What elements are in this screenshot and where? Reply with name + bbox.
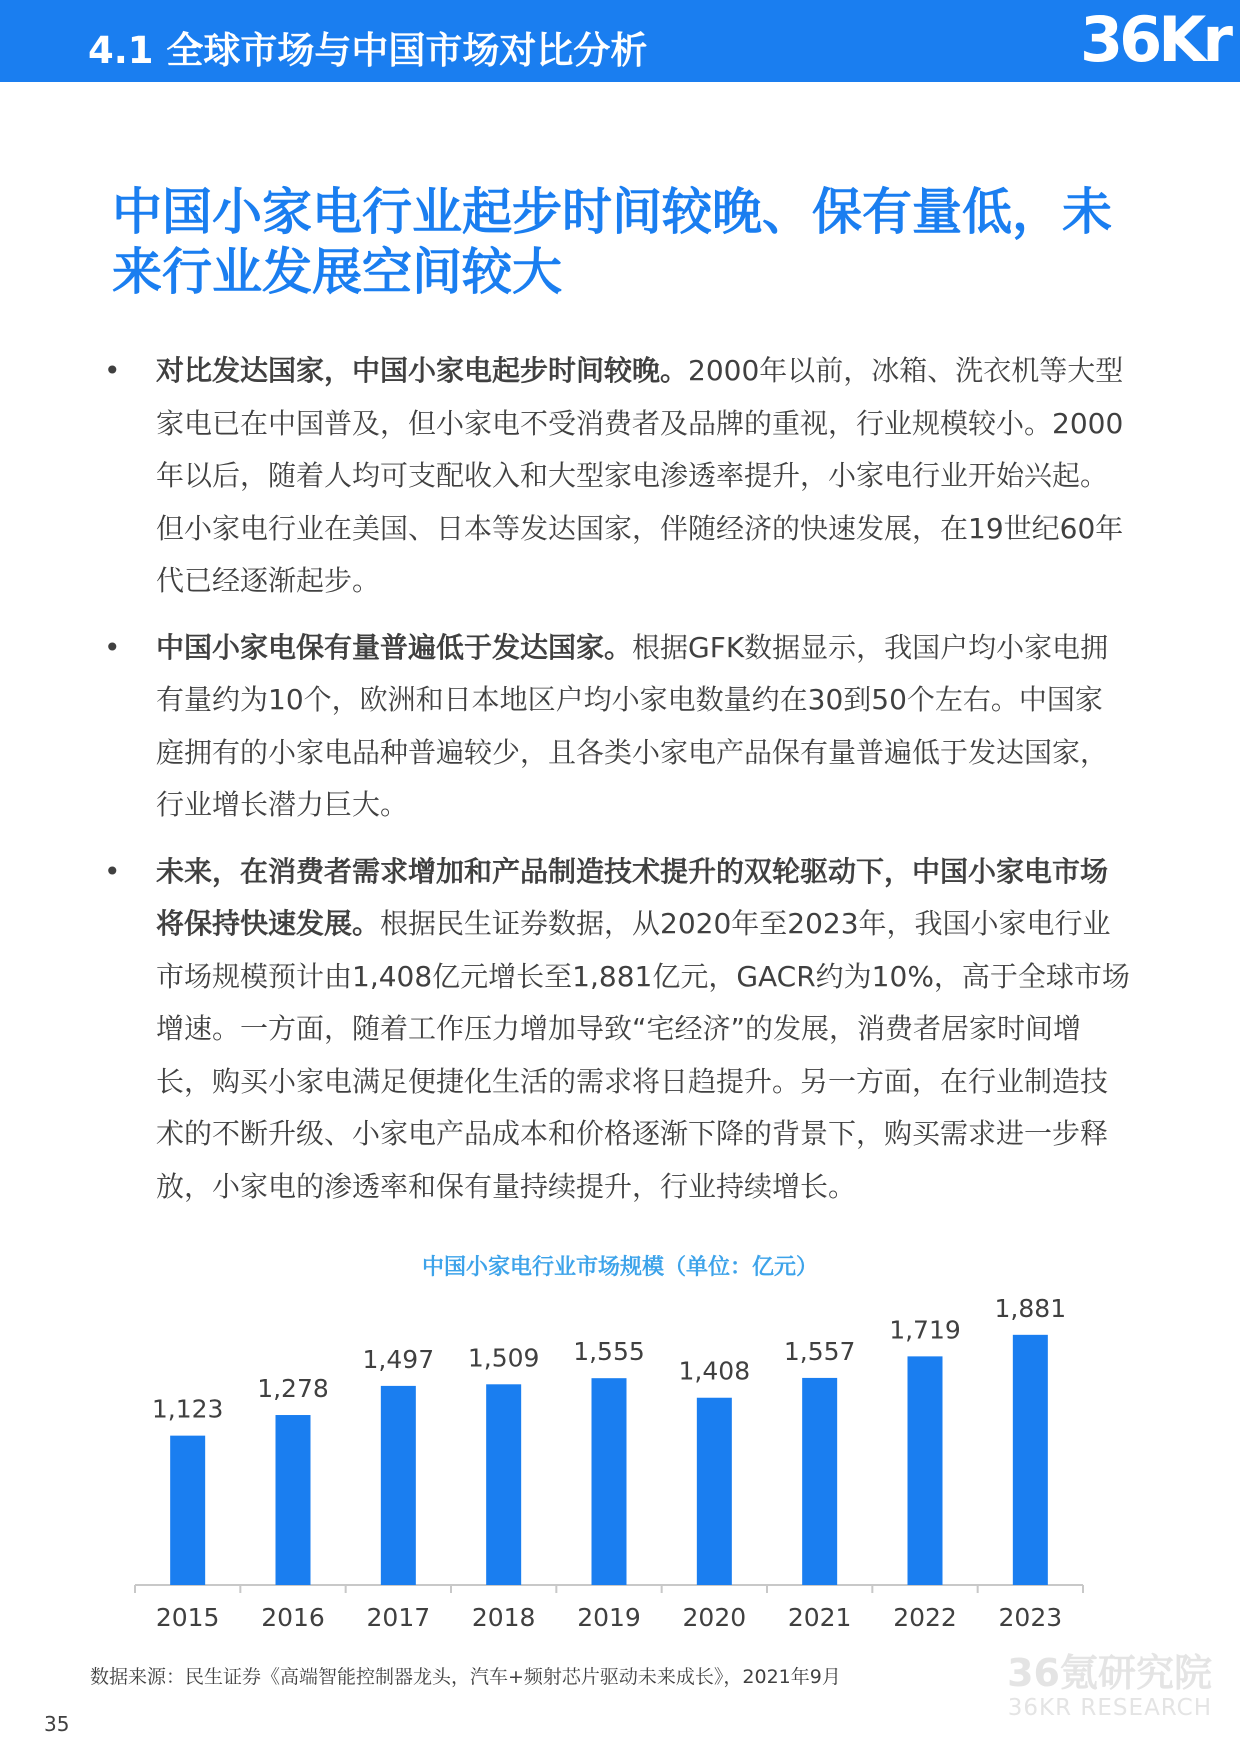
brand-logo: 36Kr bbox=[1080, 3, 1229, 76]
value-label: 1,881 bbox=[994, 1293, 1067, 1323]
page-title: 中国小家电行业起步时间较晚、保有量低，未来行业发展空间较大 bbox=[112, 183, 1112, 301]
bullet-lead: 对比发达国家，中国小家电起步时间较晚。 bbox=[156, 354, 689, 387]
bullet-dot-icon: • bbox=[104, 854, 121, 888]
source-note: 数据来源：民生证券《高端智能控制器龙头，汽车+频射芯片驱动未来成长》，2021年9月 bbox=[90, 1666, 841, 1688]
bullet-body: 根据民生证券数据，从2020年至2023年，我国小家电行业市场规模预计由1,408亿元增长至1,881亿元，GACR约为10%，高于全球市场增速。一方面，随着工作压力增加导致“宅经济”的发展，消费者居家时间增长，购买小家电满足便捷化生活的需求将日趋提升。另一方面，在行业制造技术的不断升级、小家电产品成本和价格逐渐下降的背景下，购买需求进一步释放，小家电的渗透率和保有量持续提升，行业持续增长。 bbox=[156, 907, 1130, 1203]
bar-chart bbox=[0, 1285, 1240, 1640]
value-label: 1,555 bbox=[573, 1337, 645, 1367]
category-label: 2019 bbox=[577, 1603, 641, 1632]
value-label: 1,123 bbox=[151, 1394, 224, 1424]
bullet-body: 2000年以前，冰箱、洗衣机等大型家电已在中国普及，但小家电不受消费者及品牌的重视，行业规模较小。2000年以后，随着人均可支配收入和大型家电渗透率提升，小家电行业开始兴起。但小家电行业在美国、日本等发达国家，伴随经济的快速发展，在19世纪60年代已经逐渐起步。 bbox=[156, 354, 1124, 597]
category-label: 2021 bbox=[787, 1603, 852, 1632]
section-title: 4.1 全球市场与中国市场对比分析 bbox=[88, 29, 648, 72]
bar bbox=[381, 1386, 416, 1585]
bullet-dot-icon: • bbox=[104, 354, 121, 387]
page-number: 35 bbox=[44, 1712, 70, 1736]
bullet-lead: 中国小家电保有量普遍低于发达国家。 bbox=[156, 630, 633, 664]
value-label: 1,509 bbox=[467, 1343, 540, 1373]
category-label: 2016 bbox=[261, 1603, 325, 1632]
category-label: 2022 bbox=[893, 1603, 957, 1632]
category-label: 2018 bbox=[471, 1603, 536, 1632]
bar bbox=[908, 1356, 943, 1585]
category-label: 2015 bbox=[155, 1603, 220, 1632]
bullet-lead: 未来，在消费者需求增加和产品制造技术提升的双轮驱动下，中国小家电市场将保持快速发展。 bbox=[156, 854, 1109, 940]
bar bbox=[276, 1415, 311, 1585]
watermark bbox=[1007, 1652, 1212, 1722]
header-bar bbox=[0, 0, 1240, 82]
bar bbox=[697, 1398, 732, 1585]
category-label: 2017 bbox=[366, 1603, 431, 1632]
bar bbox=[486, 1384, 521, 1585]
category-label: 2023 bbox=[998, 1603, 1063, 1632]
bullet-item bbox=[100, 622, 1130, 832]
category-label: 2020 bbox=[682, 1603, 747, 1632]
value-label: 1,408 bbox=[678, 1356, 751, 1386]
bullet-body: 根据GFK数据显示，我国户均小家电拥有量约为10个，欧洲和日本地区户均小家电数量约在30到50个左右。中国家庭拥有的小家电品种普遍较少，且各类小家电产品保有量普遍低于发达国家，行业增长潜力巨大。 bbox=[156, 630, 1109, 821]
bullet-item bbox=[100, 846, 1130, 1214]
watermark-cn: 36氪研究院 bbox=[1007, 1651, 1212, 1695]
bullet-dot-icon: • bbox=[104, 630, 121, 664]
bar bbox=[592, 1378, 627, 1585]
value-label: 1,557 bbox=[783, 1336, 856, 1366]
bullet-item bbox=[100, 345, 1130, 608]
chart-title: 中国小家电行业市场规模（单位：亿元） bbox=[421, 1255, 818, 1280]
bar bbox=[1013, 1335, 1048, 1585]
watermark-en: 36KR RESEARCH bbox=[1007, 1695, 1212, 1721]
bar bbox=[802, 1378, 837, 1585]
bar bbox=[170, 1436, 205, 1585]
value-label: 1,278 bbox=[257, 1374, 329, 1404]
value-label: 1,497 bbox=[362, 1344, 435, 1374]
bullet-list bbox=[100, 345, 1130, 1213]
value-label: 1,719 bbox=[889, 1315, 961, 1345]
